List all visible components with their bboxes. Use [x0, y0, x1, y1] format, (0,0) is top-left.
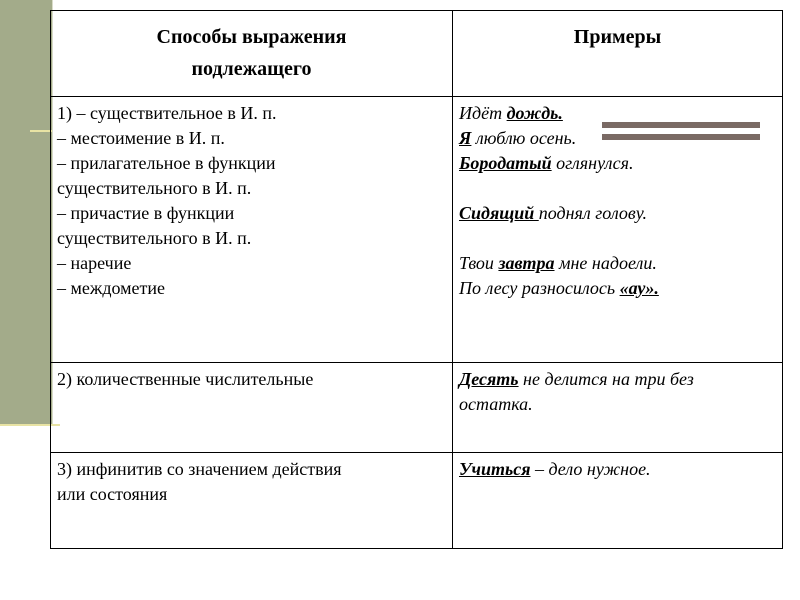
header-examples: Примеры: [453, 11, 783, 97]
examples-cell: [453, 363, 783, 453]
ways-cell: [51, 453, 453, 549]
example-line: остатка.: [459, 394, 533, 414]
example-line: Сидящий поднял голову.: [459, 203, 648, 223]
left-decor-accent: [30, 130, 52, 132]
ways-cell: [51, 363, 453, 453]
table-row: [51, 453, 783, 549]
way-line: – наречие: [57, 253, 132, 273]
way-line: – местоимение в И. п.: [57, 128, 225, 148]
way-line: или состояния: [57, 484, 168, 504]
example-spacer: [459, 226, 776, 251]
examples-cell: [453, 453, 783, 549]
example-spacer: [459, 176, 776, 201]
way-line: 2) количественные числительные: [57, 369, 314, 389]
decor-bar-bottom: [602, 134, 760, 140]
way-line: существительного в И. п.: [57, 228, 252, 248]
table-header-row: [51, 11, 783, 97]
left-decor-bar: [0, 0, 52, 424]
table-row: [51, 363, 783, 453]
example-line: Бородатый оглянулся.: [459, 153, 634, 173]
way-line: существительного в И. п.: [57, 178, 252, 198]
ways-cell: [51, 97, 453, 363]
example-line: Идёт дождь.: [459, 103, 563, 123]
header-ways: Способы выражения подлежащего: [51, 11, 453, 97]
example-line: По лесу разносилось «ау».: [459, 278, 659, 298]
way-line: 3) инфинитив со значением действия: [57, 459, 342, 479]
subject-expression-table: [50, 10, 783, 549]
example-line: Я люблю осень.: [459, 128, 577, 148]
example-line: Десять не делится на три без: [459, 369, 694, 389]
example-line: Учиться – дело нужное.: [459, 459, 651, 479]
decor-bar-top: [602, 122, 760, 128]
way-line: 1) – существительное в И. п.: [57, 103, 277, 123]
way-line: – междометие: [57, 278, 165, 298]
way-line: – прилагательное в функции: [57, 153, 276, 173]
way-line: – причастие в функции: [57, 203, 235, 223]
example-line: Твои завтра мне надоели.: [459, 253, 657, 273]
